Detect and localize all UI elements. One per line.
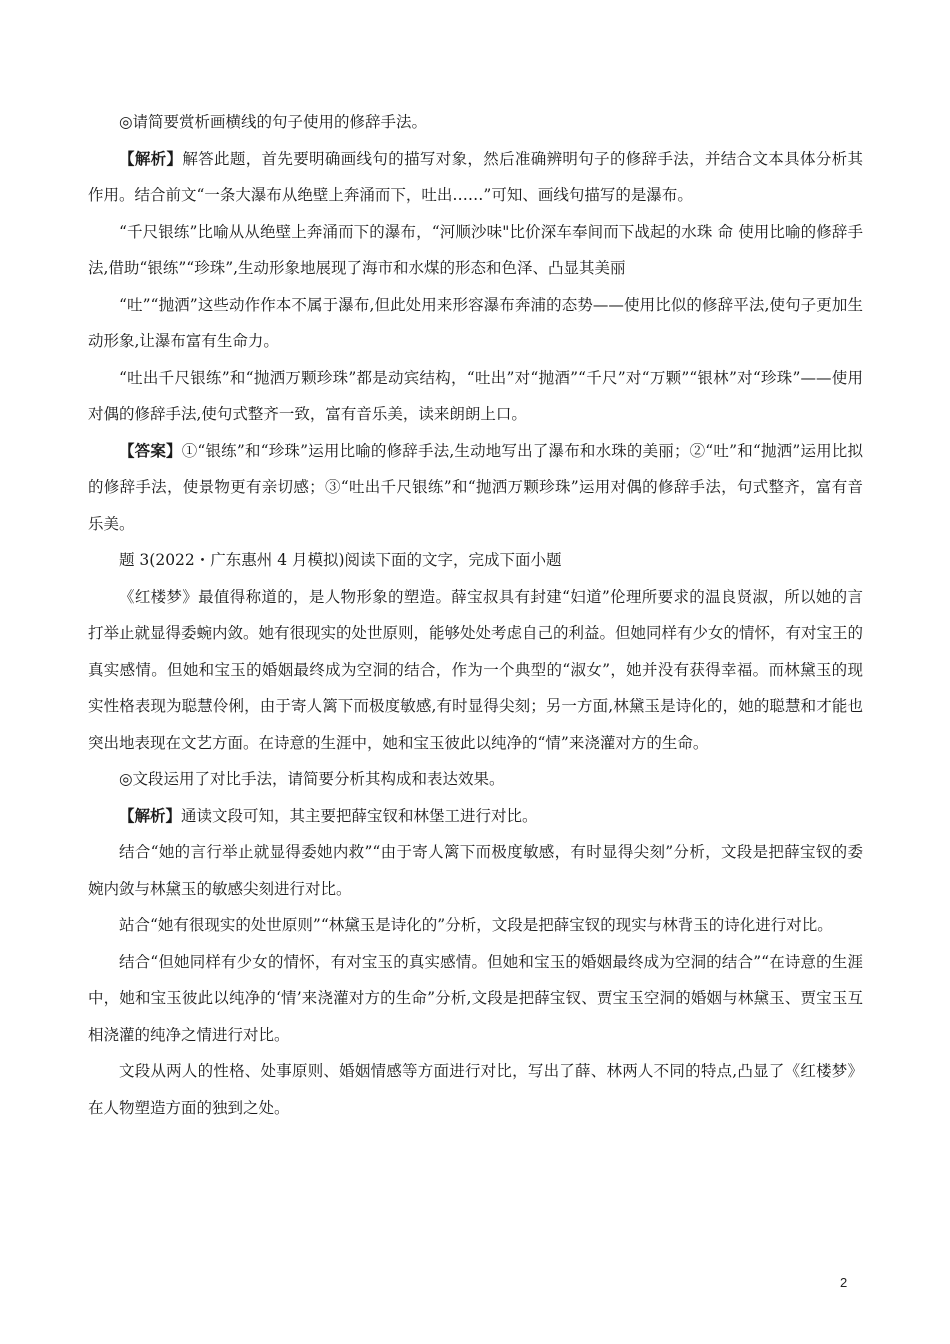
question-prompt: ◎请简要赏析画横线的句子使用的修辞手法。 (119, 113, 428, 131)
analysis-paragraph: 【解析】通读文段可知，其主要把薛宝钗和林堡工进行对比。 (119, 805, 538, 825)
answer-paragraph: 【答案】①“银练”和“珍珠”运用比喻的修辞手法,生动地写出了瀑布和水珠的美丽；②“吐”和“抛洒”运用比拟的修辞手法，使景物更有亲切感；③“吐出千尺银练”和“抛洒万颗珍珠”运用对偶的修辞手法，句式整齐，富有音乐美。 (88, 440, 863, 533)
body-paragraph: “吐”“抛洒”这些动作作本不属于瀑布,但此处用来形容瀑布奔浦的态势——使用比似的修辞平法,使句子更加生动形象,让瀑布富有生命力。 (88, 295, 863, 350)
body-paragraph: 结合“但她同样有少女的情怀，有对宝玉的真实感情。但她和宝玉的婚姻最终成为空洞的结合”“在诗意的生涯中，她和宝玉彼此以纯净的‘情’来浇灌对方的生命”分析,文段是把薛宝钗、贾宝玉空洞的婚姻与林黛玉、贾宝玉互相浇灌的纯净之情进行对比。 (88, 952, 863, 1044)
question-heading: 题 3(2022・广东惠州 4 月模拟)阅读下面的文字，完成下面小题 (119, 551, 562, 569)
body-paragraph: “千尺银练”比喻从从绝壁上奔涌而下的瀑布，“河顺沙味"比价深车奉间而下战起的水珠 命 使用比喻的修辞手法,借助“银练”“珍珠”,生动形象地展现了海市和水煤的形态和色泽、凸显其美丽 (88, 222, 863, 277)
page-number: 2 (840, 1275, 848, 1290)
question-prompt: ◎文段运用了对比手法，请简要分析其构成和表达效果。 (119, 770, 505, 788)
body-paragraph: “吐出千尺银练”和“抛洒万颗珍珠”都是动宾结构，“吐出”对“抛酒”“千尺”对“万颗”“银林”对“珍珠”——使用对偶的修辞手法,使句式整齐一致，富有音乐美，读来朗朗上口。 (88, 368, 863, 423)
analysis-label: 【解析】 (119, 805, 182, 825)
answer-label: 【答案】 (119, 440, 182, 460)
body-paragraph: 站合“她有很现实的处世原则”“林黛玉是诗化的”分析，文段是把薛宝钗的现实与林背玉的诗化进行对比。 (119, 916, 833, 934)
document-body (88, 104, 863, 1126)
reading-passage: 《红楼梦》最值得称道的，是人物形象的塑造。薛宝叔具有封建“妇道”伦理所要求的温良贤淑，所以她的言打举止就显得委蜿内敛。她有很现实的处世原则，能够处处考虑自己的利益。但她同样有少女的情怀，有对宝王的真实感情。但她和宝玉的婚姻最终成为空洞的结合，作为一个典型的“淑女”，她并没有获得幸福。而林黛玉的现实性格表现为聪慧伶俐，由于寄人篱下而极度敏感,有时显得尖刻；另一方面,林黛玉是诗化的，她的聪慧和才能也突出地表现在文艺方面。在诗意的生涯中，她和宝玉彼此以纯净的“情”来浇灌对方的生命。 (88, 587, 864, 752)
analysis-paragraph: 【解析】解答此题，首先要明确画线句的描写对象，然后准确辨明句子的修辞手法，并结合文本具体分析其作用。结合前文“一条大瀑布从绝壁上奔涌而下，吐出……”可知、画线句描写的是瀑布。 (88, 148, 863, 204)
body-paragraph: 结合“她的言行举止就显得委她内救”“由于寄人篱下而极度敏感，有时显得尖刻”分析，文段是把薛宝钗的委婉内敛与林黛玉的敏感尖刻进行对比。 (88, 843, 863, 898)
analysis-label: 【解析】 (119, 148, 183, 168)
conclusion-paragraph: 文段从两人的性格、处事原则、婚姻情感等方面进行对比，写出了薛、林两人不同的特点,凸显了《红楼梦》在人物塑造方面的独到之处。 (88, 1062, 863, 1117)
